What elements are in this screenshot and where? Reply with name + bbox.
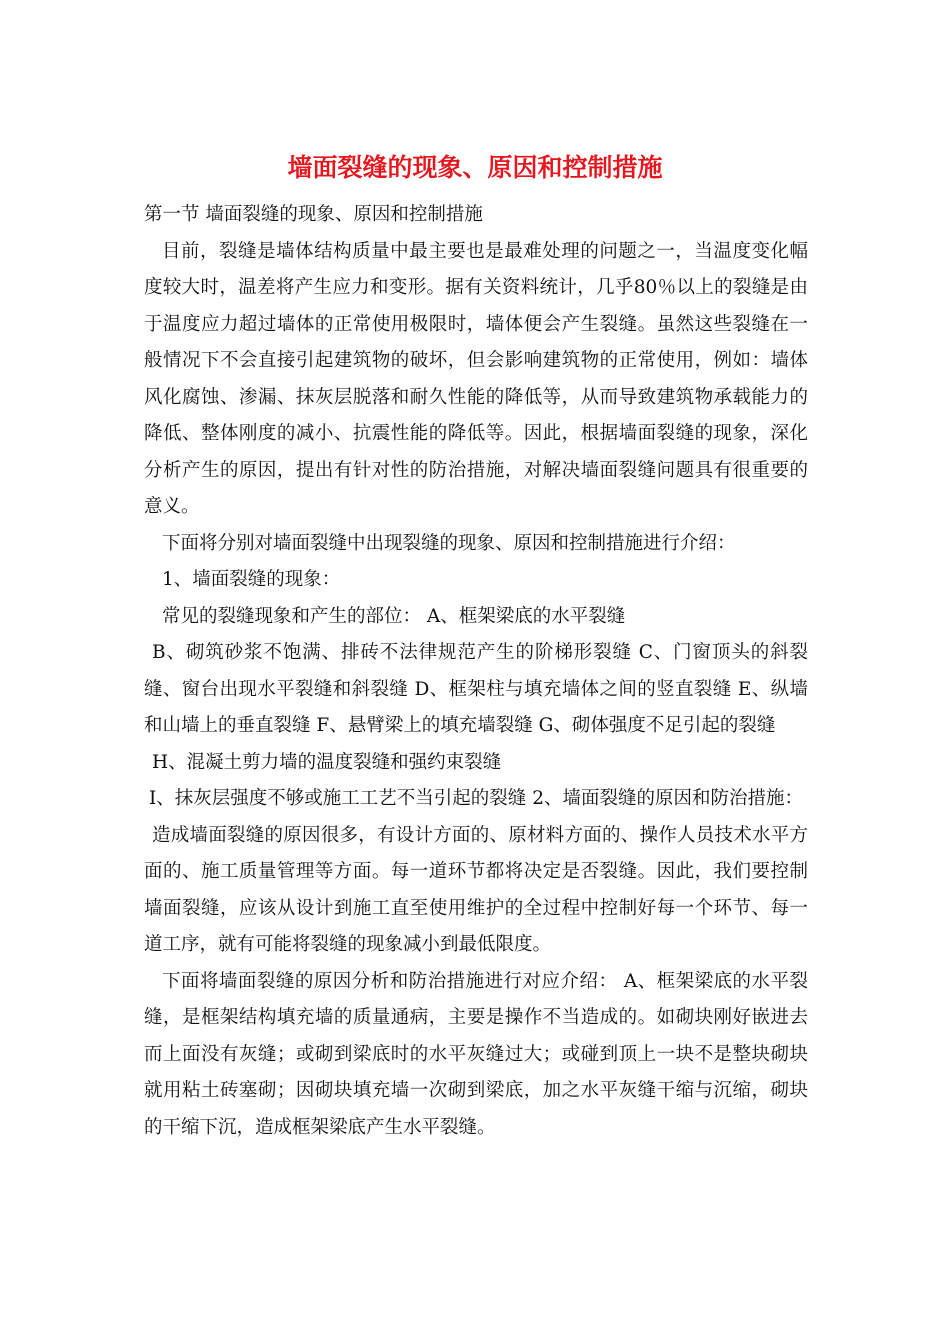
paragraph-overview: 下面将分别对墙面裂缝中出现裂缝的现象、原因和控制措施进行介绍： bbox=[162, 532, 736, 554]
section-heading: 第一节 墙面裂缝的现象、原因和控制措施 bbox=[144, 204, 483, 225]
paragraph-analysis: 下面将墙面裂缝的原因分析和防治措施进行对应介绍： A、框架梁底的水平裂缝，是框架结构填充墙的质量通病，主要是操作不当造成的。如砌块刚好嵌进去而上面没有灰缝；或砌到梁底时的水平灰缝过大；或碰到顶上一块不是整块砌块就用粘土砖塞砌；因砌块填充墙一次砌到梁底，加之水平灰缝干缩与沉缩，砌块的干缩下沉，造成框架梁底产生水平裂缝。 bbox=[144, 970, 808, 1138]
paragraph-crack-i: I、抹灰层强度不够或施工工艺不当引起的裂缝 2、墙面裂缝的原因和防治措施： bbox=[149, 788, 803, 809]
paragraph-common-cracks: 常见的裂缝现象和产生的部位： A、框架梁底的水平裂缝 bbox=[162, 605, 626, 627]
document-title: 墙面裂缝的现象、原因和控制措施 bbox=[287, 153, 663, 182]
paragraph-causes: 造成墙面裂缝的原因很多，有设计方面的、原材料方面的、操作人员技术水平方面的、施工质量管理等方面。每一道环节都将决定是否裂缝。因此，我们要控制墙面裂缝，应该从设计到施工直至使用维护的全过程中控制好每一个环节、每一道工序，就有可能将裂缝的现象减小到最低限度。 bbox=[144, 824, 808, 955]
paragraph-crack-h: H、混凝土剪力墙的温度裂缝和强约束裂缝 bbox=[152, 751, 502, 773]
document-body bbox=[144, 197, 808, 1146]
paragraph-crack-list: B、砌筑砂浆不饱满、排砖不法律规范产生的阶梯形裂缝 C、门窗顶头的斜裂缝、窗台出现水平裂缝和斜裂缝 D、框架柱与填充墙体之间的竖直裂缝 E、纵墙和山墙上的垂直裂缝 F、悬臂梁上的填充墙裂缝 G、砌体强度不足引起的裂缝 bbox=[144, 642, 808, 736]
heading-phenomena: 1、墙面裂缝的现象： bbox=[162, 569, 341, 590]
paragraph-intro: 目前，裂缝是墙体结构质量中最主要也是最难处理的问题之一，当温度变化幅度较大时，温差将产生应力和变形。据有关资料统计，几乎80％以上的裂缝是由于温度应力超过墙体的正常使用极限时，墙体便会产生裂缝。虽然这些裂缝在一般情况下不会直接引起建筑物的破坏，但会影响建筑物的正常使用，例如：墙体风化腐蚀、渗漏、抹灰层脱落和耐久性能的降低等，从而导致建筑物承载能力的降低、整体刚度的减小、抗震性能的降低等。因此，根据墙面裂缝的现象，深化分析产生的原因，提出有针对性的防治措施，对解决墙面裂缝问题具有很重要的意义。 bbox=[144, 240, 808, 517]
